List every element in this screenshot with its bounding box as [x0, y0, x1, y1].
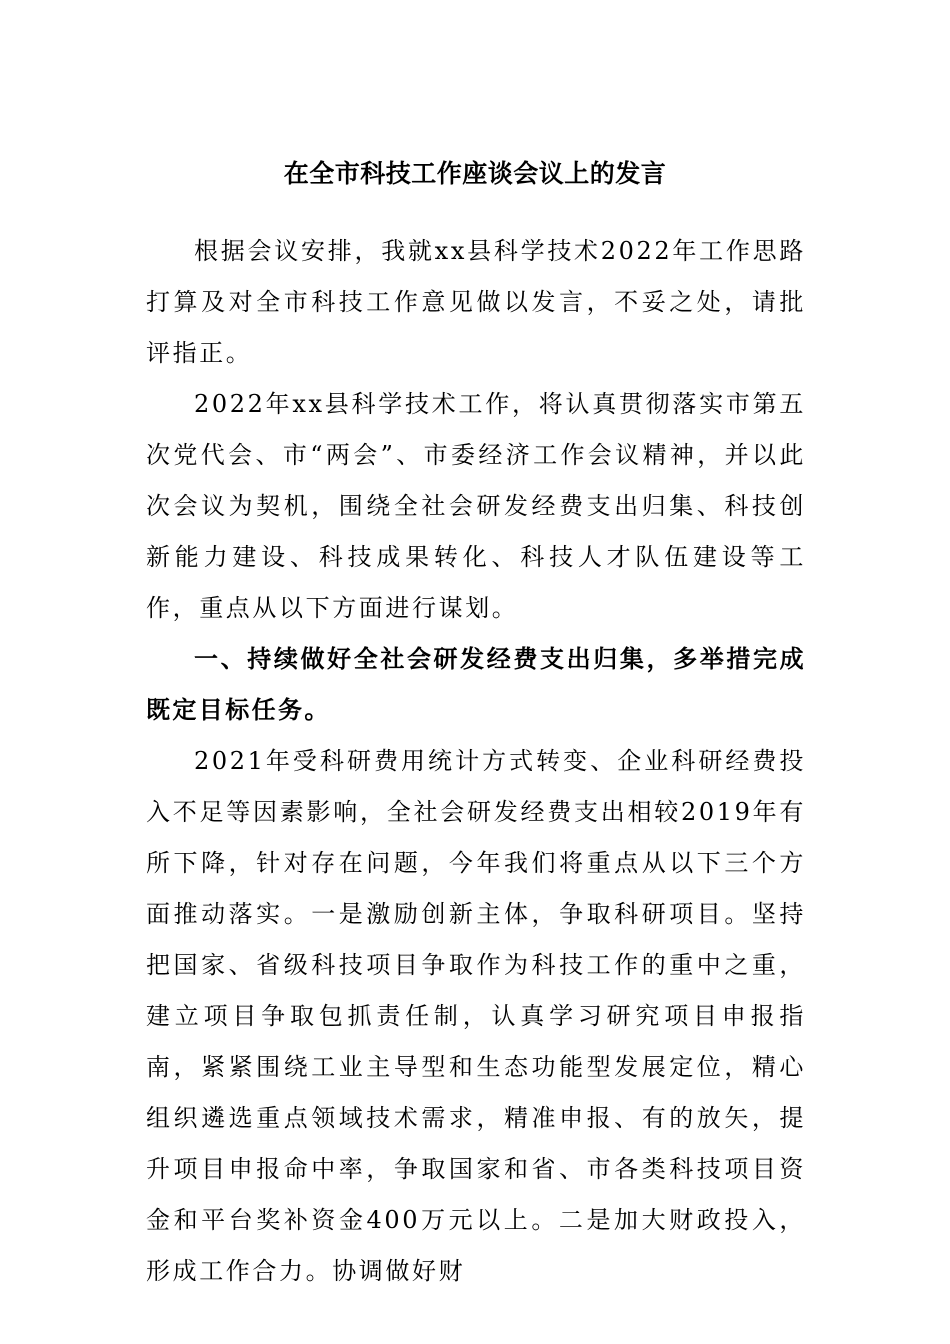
- overview-paragraph: 2022年xx县科学技术工作，将认真贯彻落实市第五次党代会、市“两会”、市委经济工作会议精神，并以此次会议为契机，围绕全社会研发经费支出归集、科技创新能力建设、科技成果转化、科技人才队伍建设等工作，重点从以下方面进行谋划。: [146, 390, 806, 622]
- section-1-heading: 一、持续做好全社会研发经费支出归集，多举措完成既定目标任务。: [146, 645, 806, 724]
- section-1-paragraph: 2021年受科研费用统计方式转变、企业科研经费投入不足等因素影响，全社会研发经费支出相较2019年有所下降，针对存在问题，今年我们将重点从以下三个方面推动落实。一是激励创新主体，争取科研项目。坚持把国家、省级科技项目争取作为科技工作的重中之重，建立项目争取包抓责任制，认真学习研究项目申报指南，紧紧围绕工业主导型和生态功能型发展定位，精心组织遴选重点领域技术需求，精准申报、有的放矢，提升项目申报命中率，争取国家和省、市各类科技项目资金和平台奖补资金400万元以上。二是加大财政投入，形成工作合力。协调做好财: [146, 747, 806, 1285]
- document-body: [146, 226, 806, 1297]
- intro-paragraph: 根据会议安排，我就xx县科学技术2022年工作思路打算及对全市科技工作意见做以发言，不妥之处，请批评指正。: [146, 237, 806, 367]
- document-title: 在全市科技工作座谈会议上的发言: [283, 159, 667, 188]
